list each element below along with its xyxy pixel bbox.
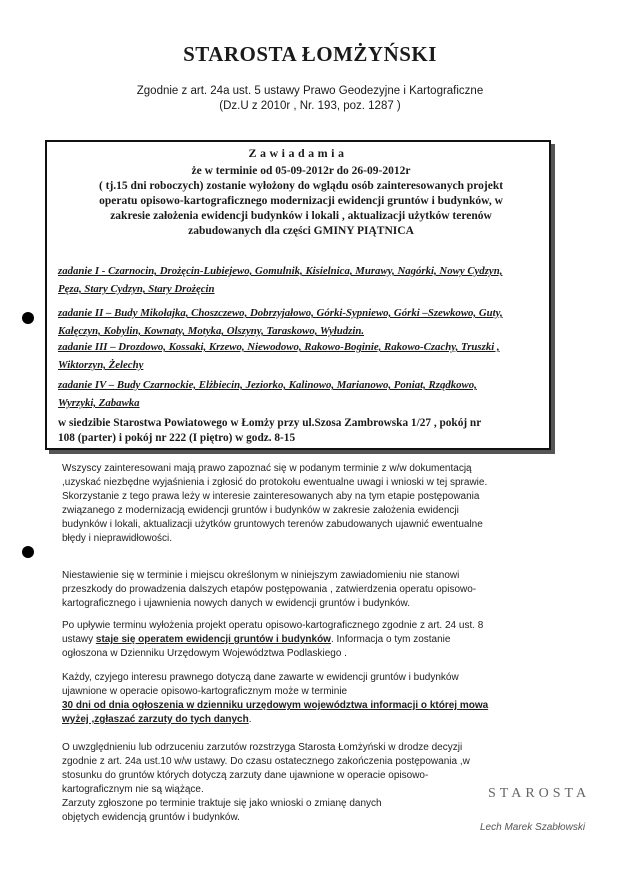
paragraph-line: zgodnie z art. 24a ust.10 w/w ustawy. Do czasu ostatecznego zakończenia postępowania ,w [62,756,470,767]
task-2 [58,304,546,340]
paragraph-line: ogłoszona w Dzienniku Urzędowym Województwa Podlaskiego . [62,648,347,659]
task-4 [58,376,546,412]
text-run: . [248,714,252,725]
paragraph-decision [62,741,532,825]
notice-box [45,140,551,450]
paragraph-line: Każdy, czyjego interesu prawnego dotyczą dane zawarte w ewidencji gruntów i budynków [62,672,459,683]
emphasis-text: wyżej ,zgłaszać zarzuty do tych danych [62,714,249,725]
notice-line: operatu opisowo-kartograficznego modernizacji ewidencji gruntów i budynków, w [99,195,503,207]
task-line: Wiktorzyn, Żelechy [58,359,144,371]
paragraph-objections [62,671,532,727]
paragraph-line: Skorzystanie z tego prawa leży w interesie zainteresowanych aby na tym etapie postępowania [62,491,480,502]
text-run: . Informacja o tym zostanie [330,634,451,645]
signature: Lech Marek Szabłowski [480,822,586,833]
paragraph-line: związanego z modernizacją ewidencji gruntów i budynków w zakresie założenia ewidencji [62,505,459,516]
paragraph-line: kartograficznym nie są wiążące. [62,784,204,795]
text-run: ustawy [62,634,94,645]
notice-location [58,416,546,446]
task-3 [58,338,546,374]
task-1 [58,262,546,298]
bullet-dot [22,546,34,558]
task-line: Wyrzyki, Zabawka [58,397,140,409]
paragraph-line: Wszyscy zainteresowani mają prawo zapoznać się w podanym terminie z w/w dokumentacją [62,463,472,474]
task-line: zadanie II – Budy Mikołajka, Choszczewo, Dobrzyjałowo, Górki-Sypniewo, Górki –Szewkowo, Guty, [58,307,503,319]
notice-body [61,164,541,239]
law-reference-line: Zgodnie z art. 24a ust. 5 ustawy Prawo Geodezyjne i Kartograficzne [136,85,484,97]
task-line: zadanie III – Drozdowo, Kossaki, Krzewo, Niewodowo, Rakowo-Boginie, Rakowo-Czachy, Truszki , [58,341,500,353]
page-title: STAROSTA ŁOMŻYŃSKI [183,42,437,66]
law-reference-line: (Dz.U z 2010r , Nr. 193, poz. 1287 ) [219,100,401,112]
paragraph-line: kartograficznego i ujawnienia nowych danych w ewidencji gruntów i budynków. [62,598,410,609]
task-line: Pęza, Stary Cydzyn, Stary Drożęcin [58,283,215,295]
paragraph-line: Po upływie terminu wyłożenia projekt operatu opisowo-kartograficznego zgodnie z art. 24 ust. 8 [62,620,484,631]
notice-line: ( tj.15 dni roboczych) zostanie wyłożony do wglądu osób zainteresowanych projekt [98,180,504,192]
notice-line: że w terminie od 05-09-2012r do 26-09-2012r [191,165,411,177]
official-stamp: STAROSTA [488,786,591,801]
paragraph-rights [62,462,532,546]
location-line: w siedzibie Starostwa Powiatowego w Łomży przy ul.Szosa Zambrowska 1/27 , pokój nr [58,417,482,429]
notice-heading: Zawiadamia [248,146,348,160]
paragraph-line: objętych ewidencją gruntów i budynków. [62,812,240,823]
paragraph-line: ujawnione w operacie opisowo-kartograficznym może w terminie [62,686,348,697]
paragraph-line: przeszkody do prowadzenia dalszych etapów postępowania , zatwierdzenia operatu opisowo- [62,584,477,595]
paragraph-line: stosunku do gruntów których dotyczą zarzuty dane ujawnione w operacie opisowo- [62,770,429,781]
notice-line: zakresie założenia ewidencji budynków i lokali , aktualizacji użytków terenów [110,210,492,222]
law-reference [0,84,620,114]
location-line: 108 (parter) i pokój nr 222 (I piętro) w godz. 8-15 [58,432,296,444]
paragraph-line: budynków i lokali, aktualizacji użytków gruntowych terenów zabudowanych ujawnić ewentualne [62,519,483,530]
paragraph-absence [62,569,532,611]
paragraph-line [62,713,532,727]
paragraph-line [62,633,532,647]
paragraph-line: ,uzyskać niezbędne wyjaśnienia i zgłosić do protokołu ewentualne uwagi i wnioski w tej sprawie. [62,477,488,488]
notice-line: zabudowanych dla części GMINY PIĄTNICA [188,225,414,237]
task-line: zadanie I - Czarnocin, Drożęcin-Lubiejewo, Gomulnik, Kisielnica, Murawy, Nagórki, Nowy Cydzyn, [58,265,503,277]
emphasis-text: staje się operatem ewidencji gruntów i budynków [95,634,331,645]
paragraph-line: Niestawienie się w terminie i miejscu określonym w niniejszym zawiadomieniu nie stanowi [62,570,460,581]
task-line: zadanie IV – Budy Czarnockie, Elżbiecin, Jeziorko, Kalinowo, Marianowo, Poniat, Rządkowo, [58,379,477,391]
bullet-dot [22,312,34,324]
paragraph-line: O uwzględnieniu lub odrzuceniu zarzutów rozstrzyga Starosta Łomżyński w drodze decyzji [62,742,463,753]
emphasis-line: 30 dni od dnia ogłoszenia w dzienniku urzędowym województwa informacji o której mowa [62,700,489,711]
paragraph-line: Zarzuty zgłoszone po terminie traktuje się jako wnioski o zmianę danych [62,798,382,809]
paragraph-after-term [62,619,532,661]
paragraph-line: błędy i nieprawidłowości. [62,533,173,544]
task-line: Kałęczyn, Kobylin, Kownaty, Motyka, Olszyny, Taraskowo, Wyłudzin. [58,325,365,337]
